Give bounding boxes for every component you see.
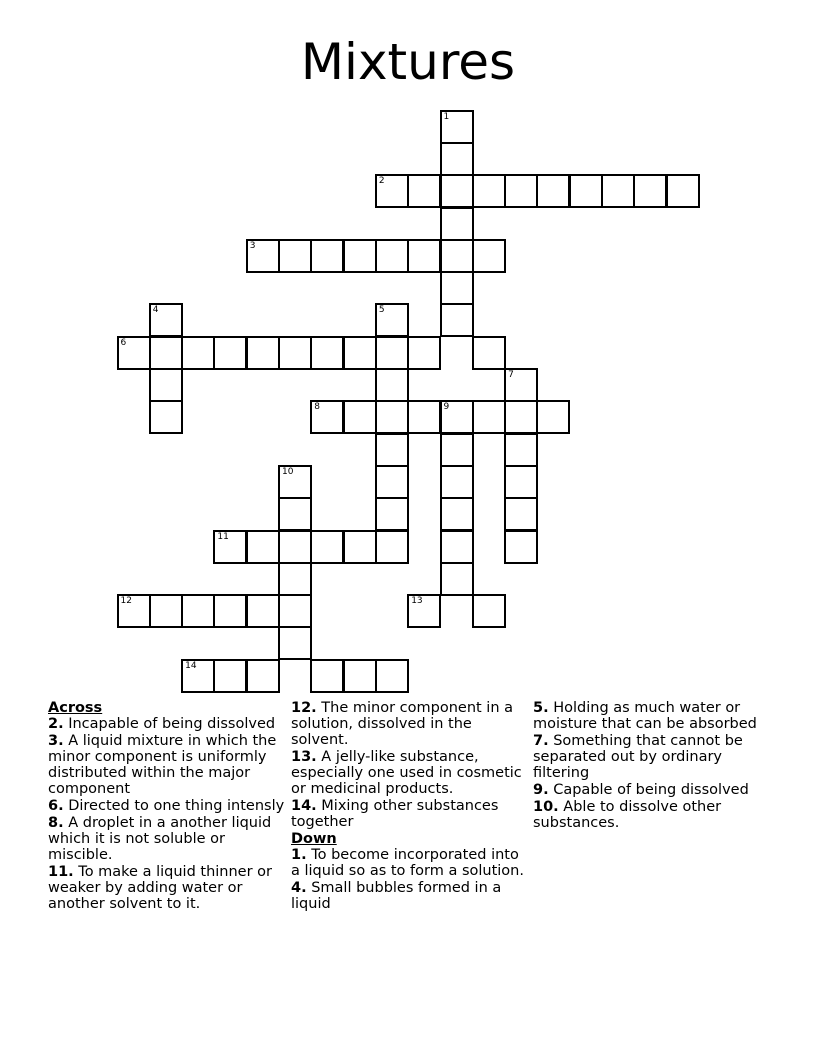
grid-cell[interactable] (117, 594, 151, 628)
clue-across-12 (291, 700, 531, 748)
clue-across-11 (48, 864, 288, 912)
grid-cell[interactable] (149, 336, 183, 370)
grid-cell[interactable] (310, 659, 344, 693)
clue-number-label: 2 (378, 176, 385, 187)
grid-cell[interactable] (278, 497, 312, 531)
grid-cell[interactable] (181, 336, 215, 370)
clue-number-label: 10 (282, 466, 294, 477)
clue-text: A liquid mixture in which the minor component is uniformly distributed within the major component (48, 733, 277, 797)
clue-number: 3. (48, 733, 64, 749)
grid-cell[interactable] (149, 368, 183, 402)
grid-cell[interactable] (246, 336, 280, 370)
grid-cell[interactable] (278, 562, 312, 596)
grid-cell[interactable] (375, 368, 409, 402)
clue-text: The minor component in a solution, dissolved in the solvent. (291, 700, 514, 748)
clue-number: 8. (48, 815, 64, 831)
clue-down-9 (533, 782, 773, 798)
clue-number-label: 8 (314, 402, 321, 413)
grid-cell[interactable] (440, 433, 474, 467)
grid-cell[interactable] (407, 239, 441, 273)
clue-number-label: 3 (249, 240, 256, 251)
down-header: Down (291, 831, 337, 847)
grid-cell[interactable] (278, 336, 312, 370)
clues-column-1 (48, 700, 288, 913)
clue-number: 4. (291, 880, 307, 896)
clue-across-14 (291, 798, 531, 830)
grid-cell[interactable] (213, 659, 247, 693)
grid-cell[interactable] (440, 174, 474, 208)
page-title: Mixtures (300, 33, 516, 91)
grid-cell[interactable] (278, 239, 312, 273)
clue-down-1 (291, 847, 531, 879)
grid-cell[interactable] (213, 530, 247, 564)
grid-cell[interactable] (310, 530, 344, 564)
clue-number: 14. (291, 798, 317, 814)
grid-cell[interactable] (149, 303, 183, 337)
grid-cell[interactable] (246, 239, 280, 273)
grid-cell[interactable] (343, 400, 377, 434)
grid-cell[interactable] (472, 336, 506, 370)
grid-cell[interactable] (343, 530, 377, 564)
grid-cell[interactable] (504, 433, 538, 467)
clue-number: 5. (533, 700, 549, 716)
grid-cell[interactable] (310, 400, 344, 434)
clue-text: Directed to one thing intensly (68, 798, 285, 814)
clue-text: Something that cannot be separated out by ordinary filtering (533, 733, 743, 781)
grid-cell[interactable] (246, 594, 280, 628)
grid-cell[interactable] (375, 433, 409, 467)
clue-number-label: 5 (378, 305, 385, 316)
clue-text: Small bubbles formed in a liquid (291, 880, 502, 912)
clue-text: Holding as much water or moisture that can be absorbed (533, 700, 757, 732)
grid-cell[interactable] (440, 303, 474, 337)
clue-across-6 (48, 798, 288, 814)
grid-cell[interactable] (440, 239, 474, 273)
grid-cell[interactable] (440, 465, 474, 499)
grid-cell[interactable] (278, 465, 312, 499)
grid-cell[interactable] (472, 239, 506, 273)
clues-column-2 (291, 700, 531, 913)
grid-cell[interactable] (440, 530, 474, 564)
grid-cell[interactable] (504, 174, 538, 208)
grid-cell[interactable] (375, 659, 409, 693)
clue-down-10 (533, 799, 773, 831)
clue-text: A droplet in a another liquid which it is not soluble or miscible. (48, 815, 272, 863)
grid-cell[interactable] (666, 174, 700, 208)
grid-cell[interactable] (569, 174, 603, 208)
clue-number: 7. (533, 733, 549, 749)
grid-cell[interactable] (440, 400, 474, 434)
grid-cell[interactable] (472, 400, 506, 434)
grid-cell[interactable] (213, 594, 247, 628)
clue-down-7 (533, 733, 773, 781)
grid-cell[interactable] (504, 530, 538, 564)
grid-cell[interactable] (440, 110, 474, 144)
clue-number-label: 14 (185, 660, 197, 671)
grid-cell[interactable] (504, 400, 538, 434)
grid-cell[interactable] (536, 174, 570, 208)
grid-cell[interactable] (504, 465, 538, 499)
clue-number-label: 7 (508, 370, 514, 380)
grid-cell[interactable] (407, 400, 441, 434)
grid-cell[interactable] (601, 174, 635, 208)
clue-number: 9. (533, 782, 549, 798)
grid-cell[interactable] (407, 174, 441, 208)
clue-across-2 (48, 716, 288, 732)
grid-cell[interactable] (278, 626, 312, 660)
grid-cell[interactable] (181, 659, 215, 693)
grid-cell[interactable] (375, 530, 409, 564)
clue-down-4 (291, 880, 531, 912)
clue-text: To become incorporated into a liquid so as to form a solution. (291, 847, 524, 879)
clue-text: Capable of being dissolved (553, 782, 749, 798)
clue-number-label: 12 (120, 596, 132, 607)
grid-cell[interactable] (504, 497, 538, 531)
clue-number: 1. (291, 847, 307, 863)
clue-text: A jelly-like substance, especially one used in cosmetic or medicinal products. (291, 749, 522, 797)
clue-number-label: 9 (443, 402, 450, 413)
across-header: Across (48, 700, 103, 716)
clue-across-3 (48, 733, 288, 797)
grid-cell[interactable] (213, 336, 247, 370)
grid-cell[interactable] (343, 336, 377, 370)
grid-cell[interactable] (310, 239, 344, 273)
clue-across-13 (291, 749, 531, 797)
clue-number-label: 4 (152, 305, 159, 316)
grid-cell[interactable] (181, 594, 215, 628)
clue-text: To make a liquid thinner or weaker by adding water or another solvent to it. (48, 864, 272, 912)
grid-cell[interactable] (440, 271, 474, 305)
grid-cell[interactable] (375, 400, 409, 434)
clue-number-label: 11 (217, 531, 229, 542)
clue-number-label: 13 (411, 596, 423, 607)
grid-cell[interactable] (375, 336, 409, 370)
grid-cell[interactable] (278, 530, 312, 564)
clue-number-label: 1 (443, 111, 450, 122)
grid-cell[interactable] (472, 174, 506, 208)
grid-cell[interactable] (407, 336, 441, 370)
grid-cell[interactable] (343, 239, 377, 273)
grid-cell[interactable] (440, 142, 474, 176)
clue-text: Able to dissolve other substances. (533, 799, 722, 831)
grid-cell[interactable] (375, 465, 409, 499)
grid-cell[interactable] (117, 336, 151, 370)
grid-cell[interactable] (440, 497, 474, 531)
grid-cell[interactable] (407, 594, 441, 628)
grid-cell[interactable] (633, 174, 667, 208)
grid-cell[interactable] (472, 594, 506, 628)
grid-cell[interactable] (149, 594, 183, 628)
grid-cell[interactable] (375, 174, 409, 208)
clue-down-5 (533, 700, 773, 732)
clue-number: 13. (291, 749, 317, 765)
grid-cell[interactable] (504, 368, 538, 402)
grid-cell[interactable] (375, 239, 409, 273)
clue-number: 11. (48, 864, 74, 880)
grid-cell[interactable] (246, 530, 280, 564)
clue-number: 12. (291, 700, 317, 716)
grid-cell[interactable] (440, 562, 474, 596)
grid-cell[interactable] (246, 659, 280, 693)
clue-text: Mixing other substances together (291, 798, 499, 830)
clue-number-label: 6 (120, 337, 127, 348)
clue-number: 6. (48, 798, 64, 814)
grid-cell[interactable] (536, 400, 570, 434)
clues-column-3 (533, 700, 773, 832)
grid-cell[interactable] (375, 497, 409, 531)
clue-number: 10. (533, 799, 559, 815)
clue-across-8 (48, 815, 288, 863)
clue-number: 2. (48, 716, 64, 732)
grid-cell[interactable] (375, 303, 409, 337)
grid-cell[interactable] (149, 400, 183, 434)
grid-cell[interactable] (343, 659, 377, 693)
grid-cell[interactable] (310, 336, 344, 370)
grid-cell[interactable] (278, 594, 312, 628)
grid-cell[interactable] (440, 207, 474, 241)
clue-text: Incapable of being dissolved (68, 716, 276, 732)
